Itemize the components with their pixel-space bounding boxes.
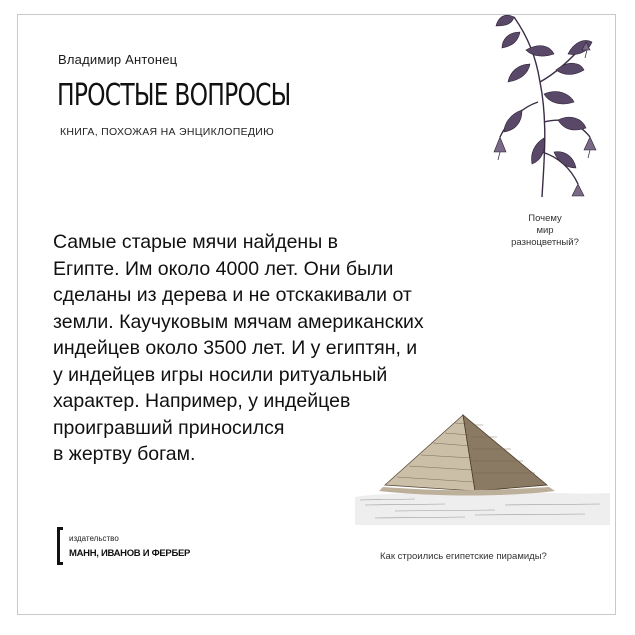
body-line: Самые старые мячи найдены в (53, 231, 338, 253)
side-question-line: разноцветный? (511, 237, 579, 248)
body-line: сделаны из дерева и не отскакивали от (53, 284, 412, 306)
book-subtitle: КНИГА, ПОХОЖАЯ НА ЭНЦИКЛОПЕДИЮ (60, 126, 275, 138)
body-line: индейцев около 3500 лет. И у египтян, и (53, 337, 418, 359)
side-question-line: Почему (528, 213, 562, 224)
flower-illustration-icon (478, 2, 606, 202)
body-line: характер. Например, у индейцев (53, 390, 351, 412)
publisher-name: МАНН, ИВАНОВ И ФЕРБЕР (69, 548, 191, 559)
publisher-bracket-icon (57, 527, 63, 565)
book-title: ПРОСТЫЕ ВОПРОСЫ (57, 78, 291, 113)
body-line: Египте. Им около 4000 лет. Они были (53, 257, 394, 280)
body-line: в жертву богам. (53, 443, 196, 465)
side-question-line: мир (536, 225, 554, 236)
pyramid-illustration-icon (355, 405, 610, 525)
body-line: у индейцев игры носили ритуальный (53, 363, 388, 386)
publisher-label: издательство (69, 534, 119, 543)
pyramid-caption: Как строились египетские пирамиды? (380, 551, 547, 562)
body-line: земли. Каучуковым мячам американских (53, 310, 424, 333)
side-question (500, 213, 590, 249)
author-name: Владимир Антонец (58, 52, 178, 67)
body-line: проигравший приносился (53, 416, 285, 439)
